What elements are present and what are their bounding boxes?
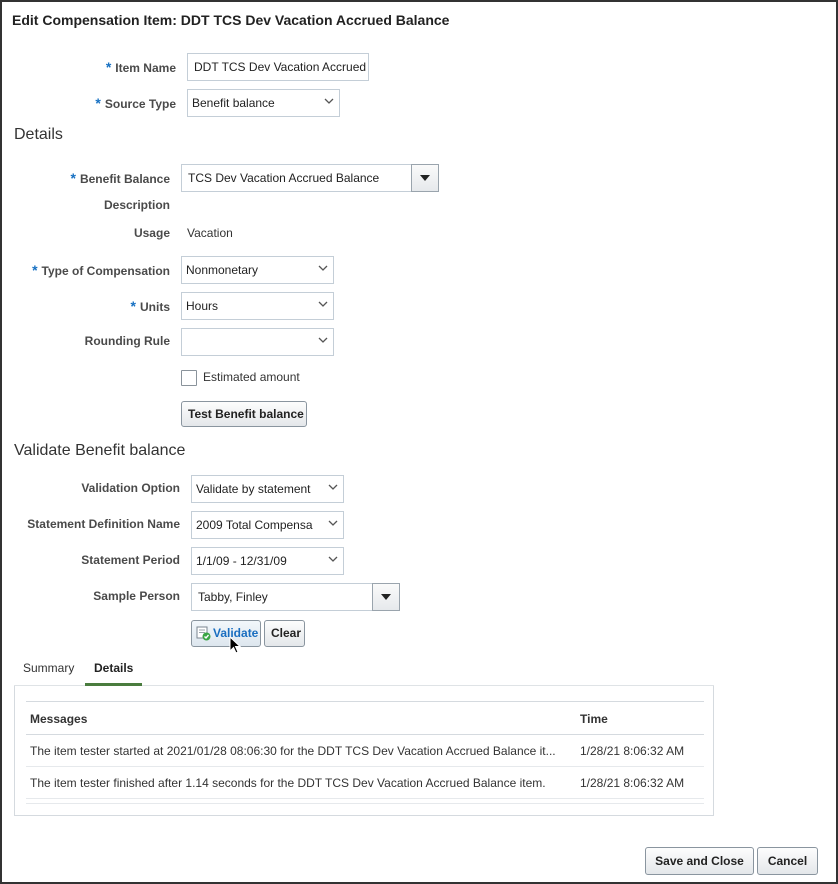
units-label: * Units	[130, 298, 170, 314]
test-benefit-balance-button[interactable]: Test Benefit balance	[181, 401, 307, 427]
dialog-title: Edit Compensation Item: DDT TCS Dev Vacation Accrued Balance	[12, 12, 450, 28]
required-indicator: *	[70, 170, 76, 186]
statement-definition-select[interactable]: 2009 Total Compensa	[191, 511, 344, 539]
validation-option-label: Validation Option	[81, 481, 180, 495]
tab-summary[interactable]: Summary	[23, 661, 75, 675]
save-and-close-button[interactable]: Save and Close	[645, 847, 754, 875]
required-indicator: *	[130, 298, 136, 314]
item-name-input[interactable]: DDT TCS Dev Vacation Accrued	[187, 53, 369, 81]
statement-definition-label: Statement Definition Name	[27, 517, 180, 531]
caret-down-icon	[420, 175, 430, 181]
message-cell: The item tester finished after 1.14 seconds for the DDT TCS Dev Vacation Accrued Balance item.	[30, 776, 546, 790]
source-type-select[interactable]: Benefit balance	[187, 89, 340, 117]
mouse-cursor-icon	[229, 636, 241, 657]
table-header-divider	[26, 734, 704, 735]
estimated-amount-label: Estimated amount	[203, 370, 300, 384]
usage-value: Vacation	[187, 226, 233, 240]
units-select[interactable]: Hours	[181, 292, 334, 320]
validate-heading: Validate Benefit balance	[14, 442, 186, 459]
table-bottom-border	[26, 803, 704, 804]
time-cell: 1/28/21 8:06:32 AM	[580, 744, 685, 758]
statement-period-label: Statement Period	[81, 553, 180, 567]
table-top-border	[26, 701, 704, 702]
message-cell: The item tester started at 2021/01/28 08:06:30 for the DDT TCS Dev Vacation Accrued Balance it...	[30, 744, 556, 758]
sample-person-combo[interactable]	[191, 583, 400, 611]
tab-details[interactable]: Details	[94, 661, 134, 675]
chevron-down-icon	[324, 98, 332, 106]
benefit-balance-dropdown-button[interactable]	[411, 164, 439, 192]
rounding-rule-select[interactable]	[181, 328, 334, 356]
chevron-down-icon	[328, 484, 336, 492]
caret-down-icon	[381, 594, 391, 600]
sample-person-label: Sample Person	[93, 589, 180, 603]
messages-column-header[interactable]: Messages	[30, 712, 88, 726]
validate-button-label: Validate	[213, 626, 259, 640]
required-indicator: *	[95, 95, 101, 111]
description-label: Description	[103, 198, 170, 212]
usage-label: Usage	[133, 226, 170, 240]
benefit-balance-label: * Benefit Balance	[70, 170, 170, 186]
chevron-down-icon	[318, 337, 326, 345]
sample-person-value[interactable]: Tabby, Finley	[198, 590, 268, 604]
time-column-header[interactable]: Time	[580, 712, 608, 726]
benefit-balance-combo[interactable]	[181, 164, 439, 192]
table-row-divider	[26, 766, 704, 767]
type-of-compensation-select[interactable]: Nonmonetary	[181, 256, 334, 284]
benefit-balance-value[interactable]: TCS Dev Vacation Accrued Balance	[188, 171, 380, 185]
table-row-divider	[26, 798, 704, 799]
chevron-down-icon	[318, 265, 326, 273]
chevron-down-icon	[328, 520, 336, 528]
validate-button[interactable]	[191, 620, 261, 647]
rounding-rule-label: Rounding Rule	[84, 334, 170, 348]
details-heading: Details	[14, 126, 63, 143]
clear-button[interactable]: Clear	[264, 620, 305, 647]
validate-check-icon	[196, 626, 211, 644]
required-indicator: *	[105, 59, 112, 75]
item-name-label: * Item Name	[105, 59, 176, 75]
chevron-down-icon	[328, 556, 336, 564]
sample-person-dropdown-button[interactable]	[372, 583, 400, 611]
chevron-down-icon	[318, 301, 326, 309]
source-type-label: * Source Type	[95, 95, 176, 111]
required-indicator: *	[32, 262, 38, 278]
time-cell: 1/28/21 8:06:32 AM	[580, 776, 685, 790]
validation-option-select[interactable]: Validate by statement	[191, 475, 344, 503]
cancel-button[interactable]: Cancel	[757, 847, 818, 875]
type-of-compensation-label: * Type of Compensation	[32, 262, 170, 278]
estimated-amount-checkbox[interactable]	[181, 370, 197, 386]
statement-period-select[interactable]: 1/1/09 - 12/31/09	[191, 547, 344, 575]
